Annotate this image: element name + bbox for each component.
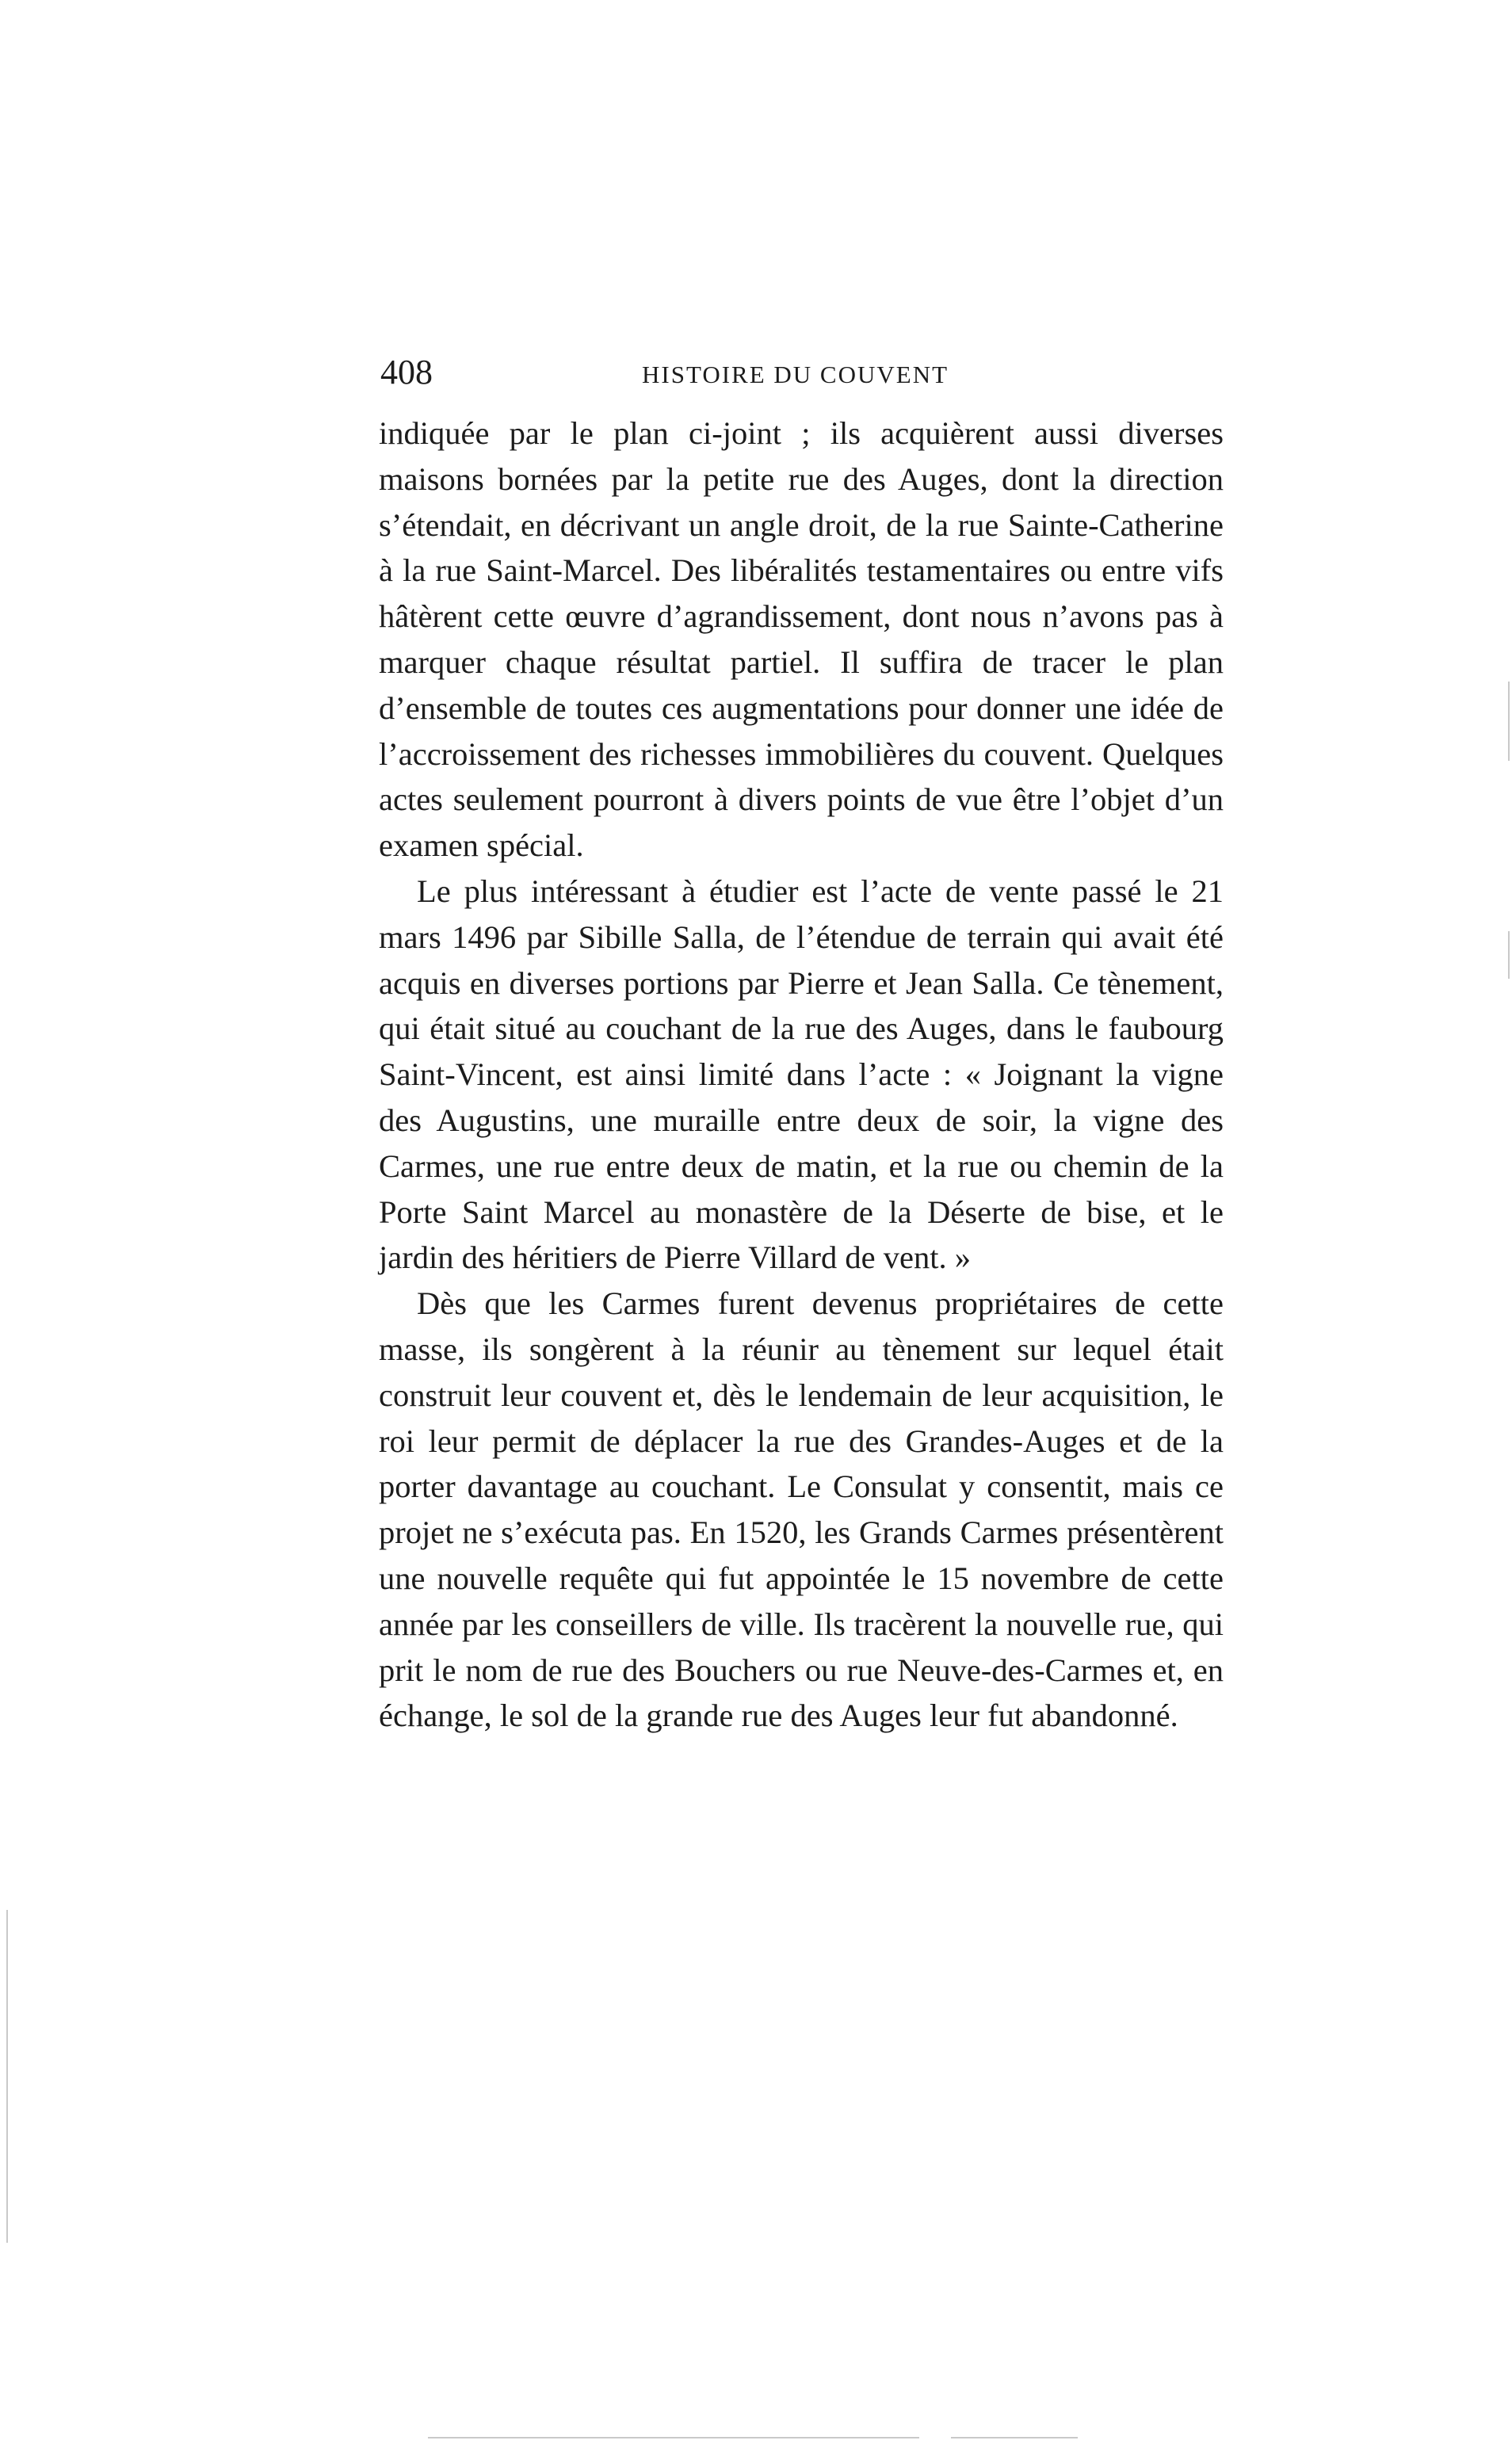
page-header <box>380 349 1225 396</box>
paragraph-1: indiquée par le plan ci-joint ; ils acquièrent aussi diverses maisons bornées par la petite rue des Auges, dont la direction s’étendait, en décrivant un angle droit, de la rue Sainte-Catherine à la rue Saint-Marcel. Des libéralités testamentaires ou entre vifs hâtèrent cette œuvre d’agrandissement, dont nous n’avons pas à marquer chaque résultat partiel. Il suffira de tracer le plan d’ensemble de toutes ces augmentations pour donner une idée de l’accroissement des richesses immobilières du couvent. Quelques actes seulement pourront à divers points de vue être l’objet d’un examen spécial. <box>379 415 1224 864</box>
running-head: HISTOIRE DU COUVENT <box>642 361 949 388</box>
scan-bottom-rule <box>428 2437 919 2438</box>
scan-edge-mark <box>1508 931 1510 979</box>
scan-bottom-rule <box>951 2437 1078 2438</box>
body-text <box>379 411 1224 1739</box>
scan-edge-mark <box>6 1910 8 2243</box>
scan-edge-mark <box>1508 682 1510 761</box>
paragraph-2: Le plus intéressant à étudier est l’acte de vente passé le 21 mars 1496 par Sibille Salla, de l’étendue de terrain qui avait été acquis en diverses portions par Pierre et Jean Salla. Ce tènement, qui était situé au couchant de la rue des Auges, dans le faubourg Saint-Vincent, est ainsi limité dans l’acte : « Joignant la vigne des Augustins, une muraille entre deux de soir, la vigne des Carmes, une rue entre deux de matin, et la rue ou chemin de la Porte Saint Marcel au monastère de la Déserte de bise, et le jardin des héritiers de Pierre Villard de vent. » <box>379 873 1224 1276</box>
paragraph-3: Dès que les Carmes furent devenus propriétaires de cette masse, ils songèrent à la réunir au tènement sur lequel était construit leur couvent et, dès le lendemain de leur acquisition, le roi leur permit de déplacer la rue des Grandes-Auges et de la porter davantage au couchant. Le Consulat y consentit, mais ce projet ne s’exécuta pas. En 1520, les Grands Carmes présentèrent une nouvelle requête qui fut appointée le 15 novembre de cette année par les conseillers de ville. Ils tracèrent la nouvelle rue, qui prit le nom de rue des Bouchers ou rue Neuve-des-Carmes et, en échange, le sol de la grande rue des Auges leur fut abandonné. <box>379 1285 1224 1734</box>
page-number: 408 <box>380 353 433 391</box>
